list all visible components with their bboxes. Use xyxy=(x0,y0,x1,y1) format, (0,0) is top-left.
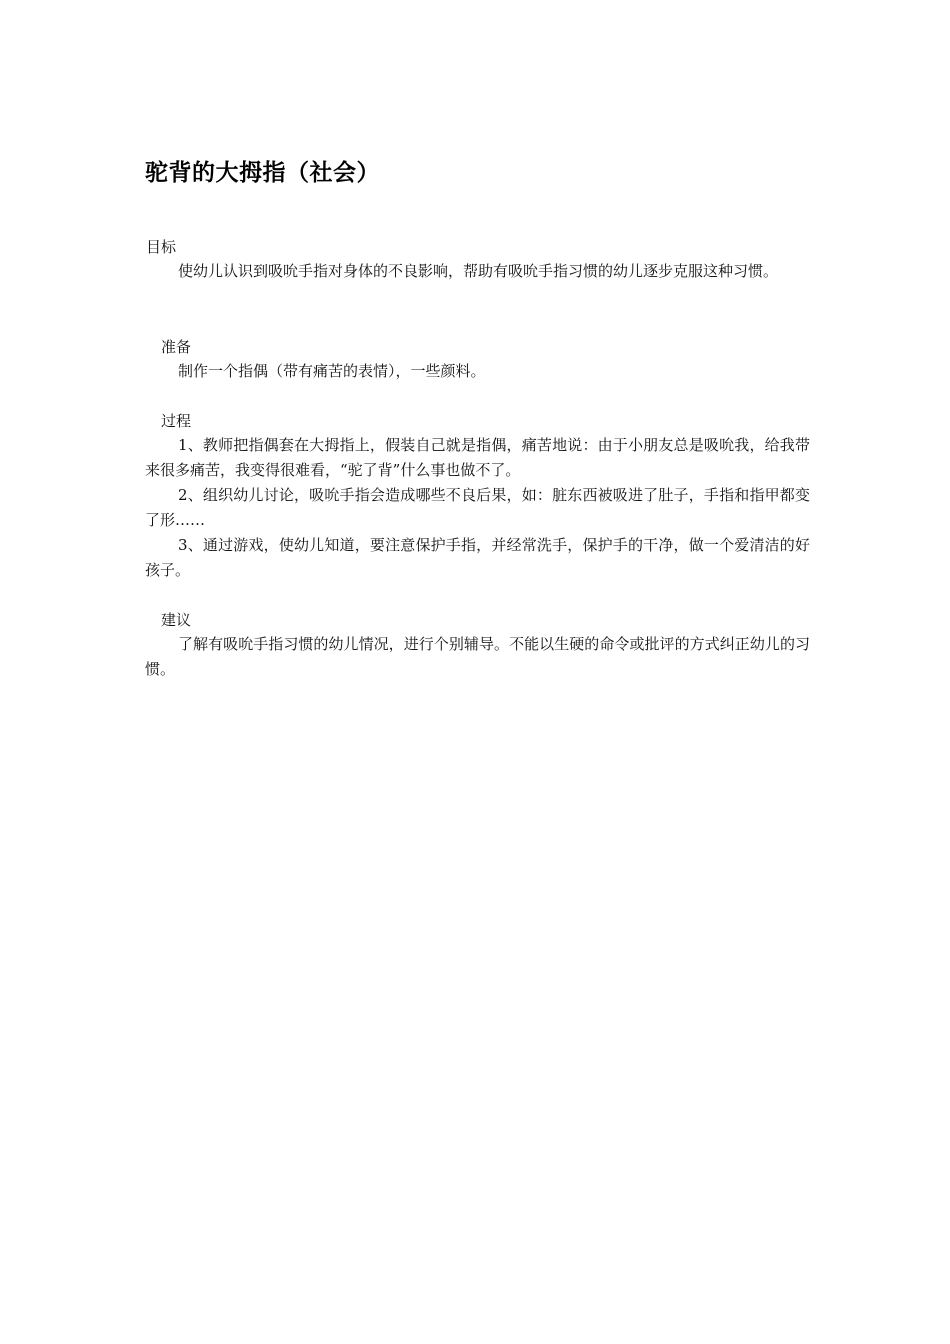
section-heading-goal: 目标 xyxy=(146,238,177,256)
document-title: 驼背的大拇指（社会） xyxy=(145,160,380,186)
suggestion-paragraph: 了解有吸吮手指习惯的幼儿情况，进行个别辅导。不能以生硬的命令或批评的方式纠正幼儿的习惯。 xyxy=(145,635,810,678)
process-step-3: 3、通过游戏，使幼儿知道，要注意保护手指，并经常洗手，保护手的干净，做一个爱清洁的好孩子。 xyxy=(145,536,810,579)
section-heading-preparation: 准备 xyxy=(161,338,192,356)
section-heading-process: 过程 xyxy=(161,412,192,430)
process-step-2: 2、组织幼儿讨论，吸吮手指会造成哪些不良后果，如：脏东西被吸进了肚子，手指和指甲都变了形…… xyxy=(145,486,810,529)
preparation-paragraph: 制作一个指偶（带有痛苦的表情），一些颜料。 xyxy=(178,362,486,380)
section-heading-suggestion: 建议 xyxy=(161,611,192,629)
process-step-1: 1、教师把指偶套在大拇指上，假装自己就是指偶，痛苦地说：由于小朋友总是吸吮我，给我带来很多痛苦，我变得很难看，“驼了背”什么事也做不了。 xyxy=(145,436,810,479)
goal-paragraph: 使幼儿认识到吸吮手指对身体的不良影响，帮助有吸吮手指习惯的幼儿逐步克服这种习惯。 xyxy=(178,262,779,280)
